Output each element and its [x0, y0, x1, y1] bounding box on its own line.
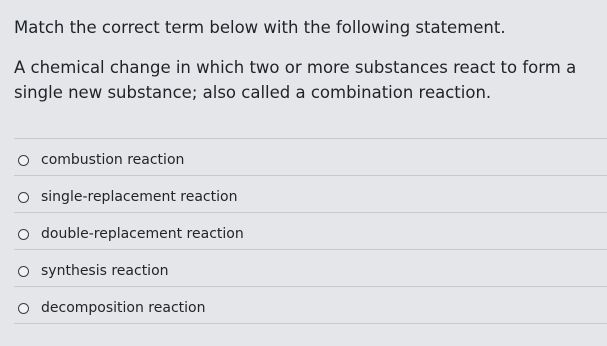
option-decomposition-reaction[interactable]	[18, 296, 205, 320]
radio-button[interactable]	[18, 229, 29, 240]
radio-button[interactable]	[18, 155, 29, 166]
question-instruction: Match the correct term below with the following statement.	[14, 18, 506, 37]
radio-button[interactable]	[18, 266, 29, 277]
question-statement: A chemical change in which two or more substances react to form a single new substance; also called a combination reaction.	[14, 58, 577, 102]
divider	[14, 323, 607, 324]
radio-button[interactable]	[18, 192, 29, 203]
option-label: synthesis reaction	[41, 263, 169, 279]
option-label: double-replacement reaction	[41, 226, 244, 242]
option-double-replacement-reaction[interactable]	[18, 222, 244, 246]
option-label: single-replacement reaction	[41, 189, 238, 205]
radio-button[interactable]	[18, 303, 29, 314]
option-single-replacement-reaction[interactable]	[18, 185, 237, 209]
option-synthesis-reaction[interactable]	[18, 259, 169, 283]
divider	[14, 249, 607, 250]
divider	[14, 212, 607, 213]
option-combustion-reaction[interactable]	[18, 148, 184, 172]
divider	[14, 138, 607, 139]
option-label: combustion reaction	[41, 152, 185, 168]
option-label: decomposition reaction	[41, 300, 206, 316]
divider	[14, 286, 607, 287]
divider	[14, 175, 607, 176]
